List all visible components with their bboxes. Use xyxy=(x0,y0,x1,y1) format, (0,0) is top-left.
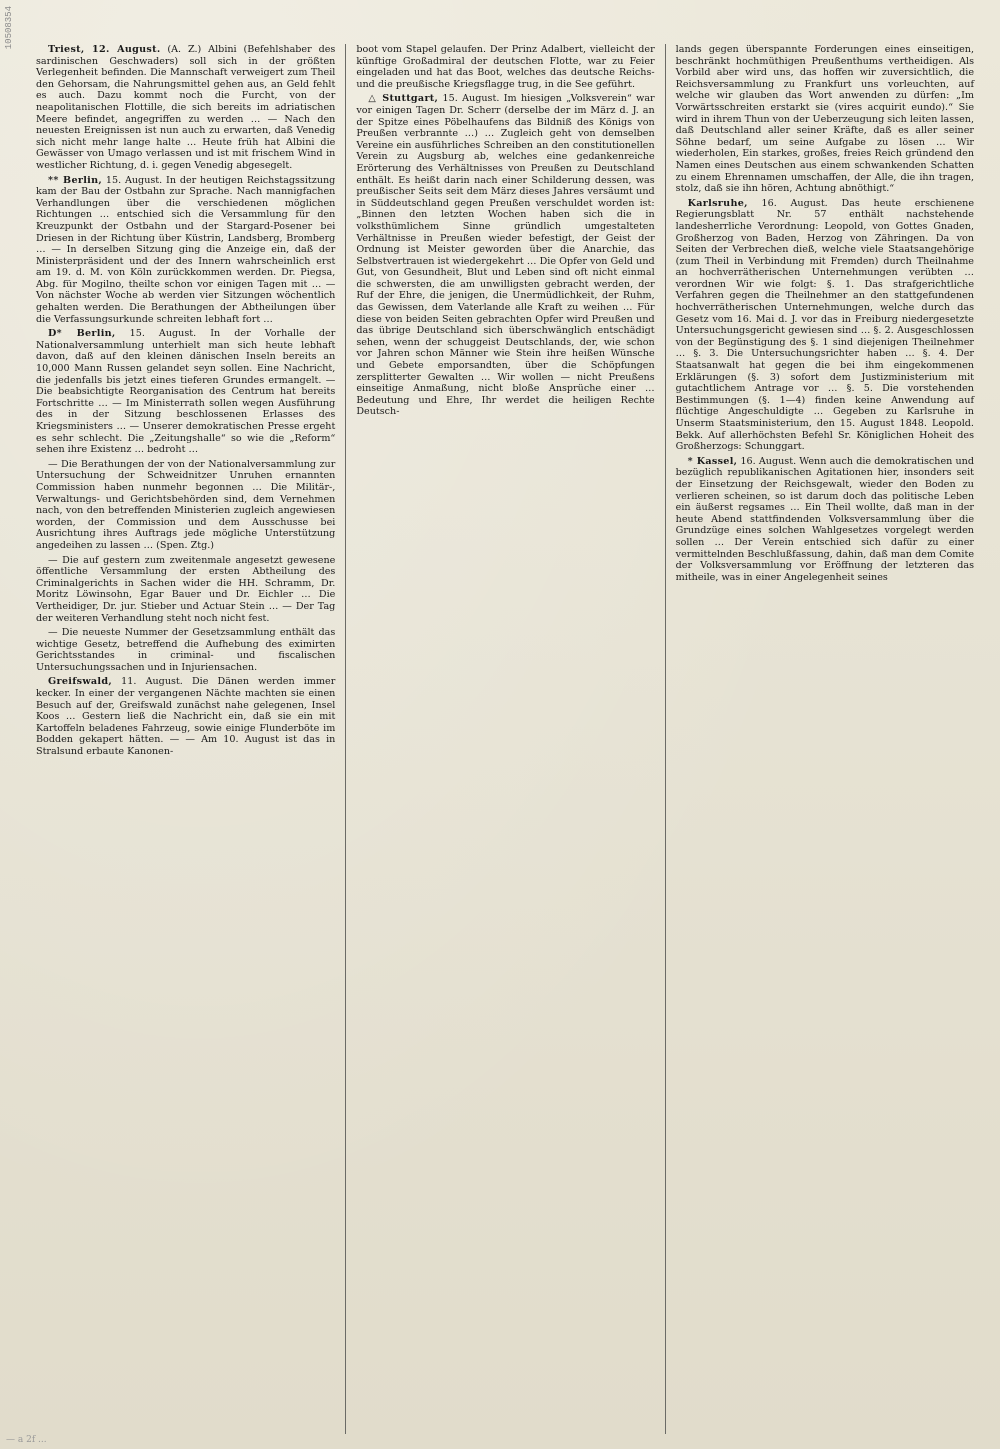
article-text: (A. Z.) Albini (Befehlshaber des sardinischen Geschwaders) soll sich in der größten Verlegenheit befinden. Die Mannschaft verweigert zum Theil den Gehorsam, die Nahrungsmittel gehen aus, an Geld fehlt es auch. Dazu kommt noch die Furcht, von der neapolitanischen Flottille, die sich bereits im adriatischen Meere befindet, angegriffen zu werden … — Nach den neuesten Ereignissen ist nun auch zu erwarten, daß Venedig sich nicht mehr lange halte … Heute früh hat Albini die Gewässer von Umago verlassen und ist mit frischem Wind in westlicher Richtung, d. i. gegen Venedig abgesegelt. xyxy=(36,44,336,171)
article-paragraph xyxy=(36,44,335,172)
article-dateline: * Kassel, xyxy=(687,455,738,467)
article-text: 15. August. Im hiesigen „Volksverein“ war vor einigen Tagen Dr. Scherr (derselbe der im März d. J. an der Spitze eines Pöbelhaufens das Bildniß des Königs von Preußen verbrannte …) … Zugleich geht von demselben Vereine ein ausführliches Schreiben an den constitutionellen Verein zu Augsburg ab, welches eine gedankenreiche Erörterung des Verhältnisses von Preußen zu Deutschland enthält. Es heißt darin nach einer Schilderung dessen, was preußischer Seits seit dem März dieses Jahres versäumt und in Süddeutschland gegen Preußen verschuldet worden ist: „Binnen den letzten Wochen haben sich die in volksthümlichem Sinne gründlich umgestalteten Verhältnisse in Preußen wieder befestigt, der Geist der Ordnung ist Meister geworden über die Anarchie, das Selbstvertrauen ist wiedergekehrt … Die Opfer von Geld und Gut, von Gesundheit, Blut und Leben sind oft nicht einmal die schwersten, die am unwilligsten gebracht werden, der Ruf der Ehre, die jenigen, die Unermüdlichkeit, der Ruhm, das Gewissen, dem Vaterlande alle Kraft zu weihen … Für diese von beiden Seiten gebrachten Opfer wird Preußen und das übrige Deutschland sich überschwänglich entschädigt sehen, wenn der schuggeist Deutschlands, der, wie schon vor Jahren schon Männer wie Stein ihre heißen Wünsche und Gebete emporsandten, über die Schöpfungen zersplitterter Gewalten … Wir wollen — nicht Preußens einseitige Anmaßung, nicht bloße Ansprüche einer … Bedeutung und Ehre, Ihr werdet die heiligen Rechte Deutsch- xyxy=(356,93,655,418)
article-text: — Die neueste Nummer der Gesetzsammlung enthält das wichtige Gesetz, betreffend die Aufhebung des eximirten Gerichtsstandes in criminal- und fiscalischen Untersuchungssachen und in Injuriensachen. xyxy=(36,627,336,673)
column-3 xyxy=(665,44,984,1434)
article-paragraph xyxy=(356,93,654,418)
article-dateline: Karlsruhe, xyxy=(687,197,748,209)
article-dateline: Greifswald, xyxy=(48,676,112,688)
article-dateline: D* Berlin, xyxy=(48,328,116,340)
article-paragraph xyxy=(676,456,974,584)
article-paragraph xyxy=(676,198,974,453)
article-paragraph xyxy=(36,676,335,757)
corner-mark: — a 2f ... xyxy=(6,1435,47,1445)
page-code: 10508354 xyxy=(4,6,14,50)
article-dateline: Triest, 12. August. xyxy=(48,44,161,55)
text-columns xyxy=(26,44,984,1434)
article-text: 11. August. Die Dänen werden immer kecker. In einer der vergangenen Nächte machten sie einen Besuch auf der, Greifswald zunächst nahe gelegenen, Insel Koos … Gestern ließ die Nachricht ein, daß sie ein mit Kartoffeln beladenes Fahrzeug, sowie einige Flunderböte im Bodden gekapert hätten. — — Am 10. August ist das in Stralsund erbaute Kanonen- xyxy=(36,676,336,758)
article-text: 15. August. In der heutigen Reichstagssitzung kam der Bau der Ostbahn zur Sprache. Nach mannigfachen Verhandlungen über die verschiedenen möglichen Richtungen … entschied sich die Versammlung für den Kreuzpunkt der Ostbahn und der Stargard-Posener bei Driesen in der Richtung über Küstrin, Landsberg, Bromberg … — In derselben Sitzung ging die Anzeige ein, daß der Ministerpräsident und der des Innern wahrscheinlich erst am 19. d. M. von Köln zurückkommen werden. Dr. Piegsa, Abg. für Mogilno, theilte schon vor einigen Tagen mit … — Von nächster Woche ab werden vier Sitzungen wöchentlich gehalten werden. Die Berathungen der Abtheilungen über die Verfassungsurkunde schreiten lebhaft fort … xyxy=(36,174,336,325)
article-text: boot vom Stapel gelaufen. Der Prinz Adalbert, vielleicht der künftige Großadmiral der deutschen Flotte, war zu Feier eingeladen und hat das Boot, welches das deutsche Reichs- und die preußische Kriegsflagge trug, in die See geführt. xyxy=(356,44,655,90)
article-text: 15. August. In der Vorhalle der Nationalversammlung unterhielt man sich heute lebhaft davon, daß auf den kleinen dänischen Inseln bereits an 10,000 Mann Russen gelandet seyn sollen. Eine Nachricht, die jedenfalls bis jetzt eines tieferen Grundes ermangelt. — Die beabsichtigte Reorganisation des Centrum hat bereits Fortschritte … — Im Ministerrath sollen wegen Ausführung des in der Sitzung beschlossenen Erlasses des Kriegsministers … — Unserer demokratischen Presse ergeht es sehr schlecht. Die „Zeitungshalle“ so wie die „Reform“ sehen ihre Existenz … bedroht … xyxy=(36,328,336,456)
article-paragraph xyxy=(676,44,974,195)
article-dateline: △ Stuttgart, xyxy=(368,93,439,105)
column-1 xyxy=(26,44,345,1434)
article-text: — Die auf gestern zum zweitenmale angesetzt gewesene öffentliche Versammlung der ersten Abtheilung des Criminalgerichts in Sachen wider die HH. Schramm, Dr. Moritz Löwinsohn, Egar Bauer und Dr. Eichler … Die Vertheidiger, Dr. jur. Stieber und Actuar Stein … — Der Tag der weiteren Verhandlung steht noch nicht fest. xyxy=(36,554,336,624)
article-paragraph xyxy=(36,328,335,456)
article-dateline: ** Berlin, xyxy=(48,174,103,186)
article-text: — Die Berathungen der von der Nationalversammlung zur Untersuchung der Schweidnitzer Unruhen ernannten Commission haben nunmehr begonnen … Die Militär-, Verwaltungs- und Gerichtsbehörden sind, dem Vernehmen nach, von den betreffenden Ministerien zugleich angewiesen worden, der Commission und dem Ausschusse bei Ausrichtung ihres Auftrags jede mögliche Unterstützung angedeihen zu lassen … (Spen. Ztg.) xyxy=(36,458,336,551)
article-paragraph xyxy=(356,44,654,90)
article-text: 16. August. Wenn auch die demokratischen und bezüglich republikanischen Agitationen hier, insonders seit der Einsetzung der Reichsgewalt, wieder den Boden zu verlieren scheinen, so ist darum doch das politische Leben ein äußerst regsames … Ein Theil wollte, daß man in der heute Abend stattfindenden Volksversammlung über die Grundzüge eines solchen Wahlgesetzes vorgelegt werden sollen … Der Verein entschied sich dafür zu einer vermittelnden Beschlußfassung, dahin, daß man dem Comite der Volksversammlung vor Eröffnung der letzteren das mitheile, was in einer Angelegenheit seines xyxy=(675,455,974,583)
article-text: lands gegen überspannte Forderungen eines einseitigen, beschränkt hochmüthigen Preußenthums vertheidigen. Als Vorbild aber wird uns, das hoffen wir zuversichtlich, die Reichsversammlung zu Frankfurt uns vorleuchten, auf welche wir glauben das Wort anwenden zu dürfen: „Im Vorwärtsschreiten erstarkt sie (vires acquirit eundo).“ Sie wird in ihrem Thun von der Ueberzeugung sich leiten lassen, daß Deutschland aller seiner Kräfte, daß es aller seiner Söhne bedarf, um seine Aufgabe zu lösen … Wir wiederholen, Ein starkes, großes, freies Reich gründend den Namen eines Deutschen aus einem schwankenden Schatten zu einem Ehrennamen umschaffen, der Alle, die ihn tragen, stolz, daß sie ihn hören, Achtung abnöthigt.“ xyxy=(675,44,975,195)
article-text: 16. August. Das heute erschienene Regierungsblatt Nr. 57 enthält nachstehende landesherrliche Verordnung: Leopold, von Gottes Gnaden, Großherzog von Baden, Herzog von Zähringen. Da von Seiten der Verbrechen dieß, welche viele Staatsangehörige (zum Theil in Verbindung mit Fremden) durch Theilnahme an hochverrätherischen Unternehmungen verübten … verordnen Wir wie folgt: §. 1. Das strafgerichtliche Verfahren gegen die Theilnehmer an den stattgefundenen hochverrätherischen Unternehmungen, welche durch das Gesetz vom 16. Mai d. J. vor das in Freiburg niedergesetzte Untersuchungsgericht gewiesen sind … §. 2. Ausgeschlossen von der Begünstigung des §. 1 sind diejenigen Theilnehmer … §. 3. Die Untersuchungsrichter haben … §. 4. Der Staatsanwalt hat gegen die bei ihm eingekommenen Erklärungen (§. 3) sofort dem Justizministerium mit gutachtlichem Antrage vor … §. 5. Die vorstehenden Bestimmungen (§. 1—4) finden keine Anwendung auf flüchtige Angeschuldigte … Gegeben zu Karlsruhe in Unserm Staatsministerium, den 15. August 1848. Leopold. Bekk. Auf allerhöchsten Befehl Sr. Königlichen Hoheit des Großherzogs: Schunggart. xyxy=(675,197,974,453)
article-paragraph xyxy=(36,627,335,673)
column-2 xyxy=(345,44,664,1434)
article-paragraph xyxy=(36,459,335,552)
article-paragraph xyxy=(36,175,335,326)
article-paragraph xyxy=(36,555,335,625)
